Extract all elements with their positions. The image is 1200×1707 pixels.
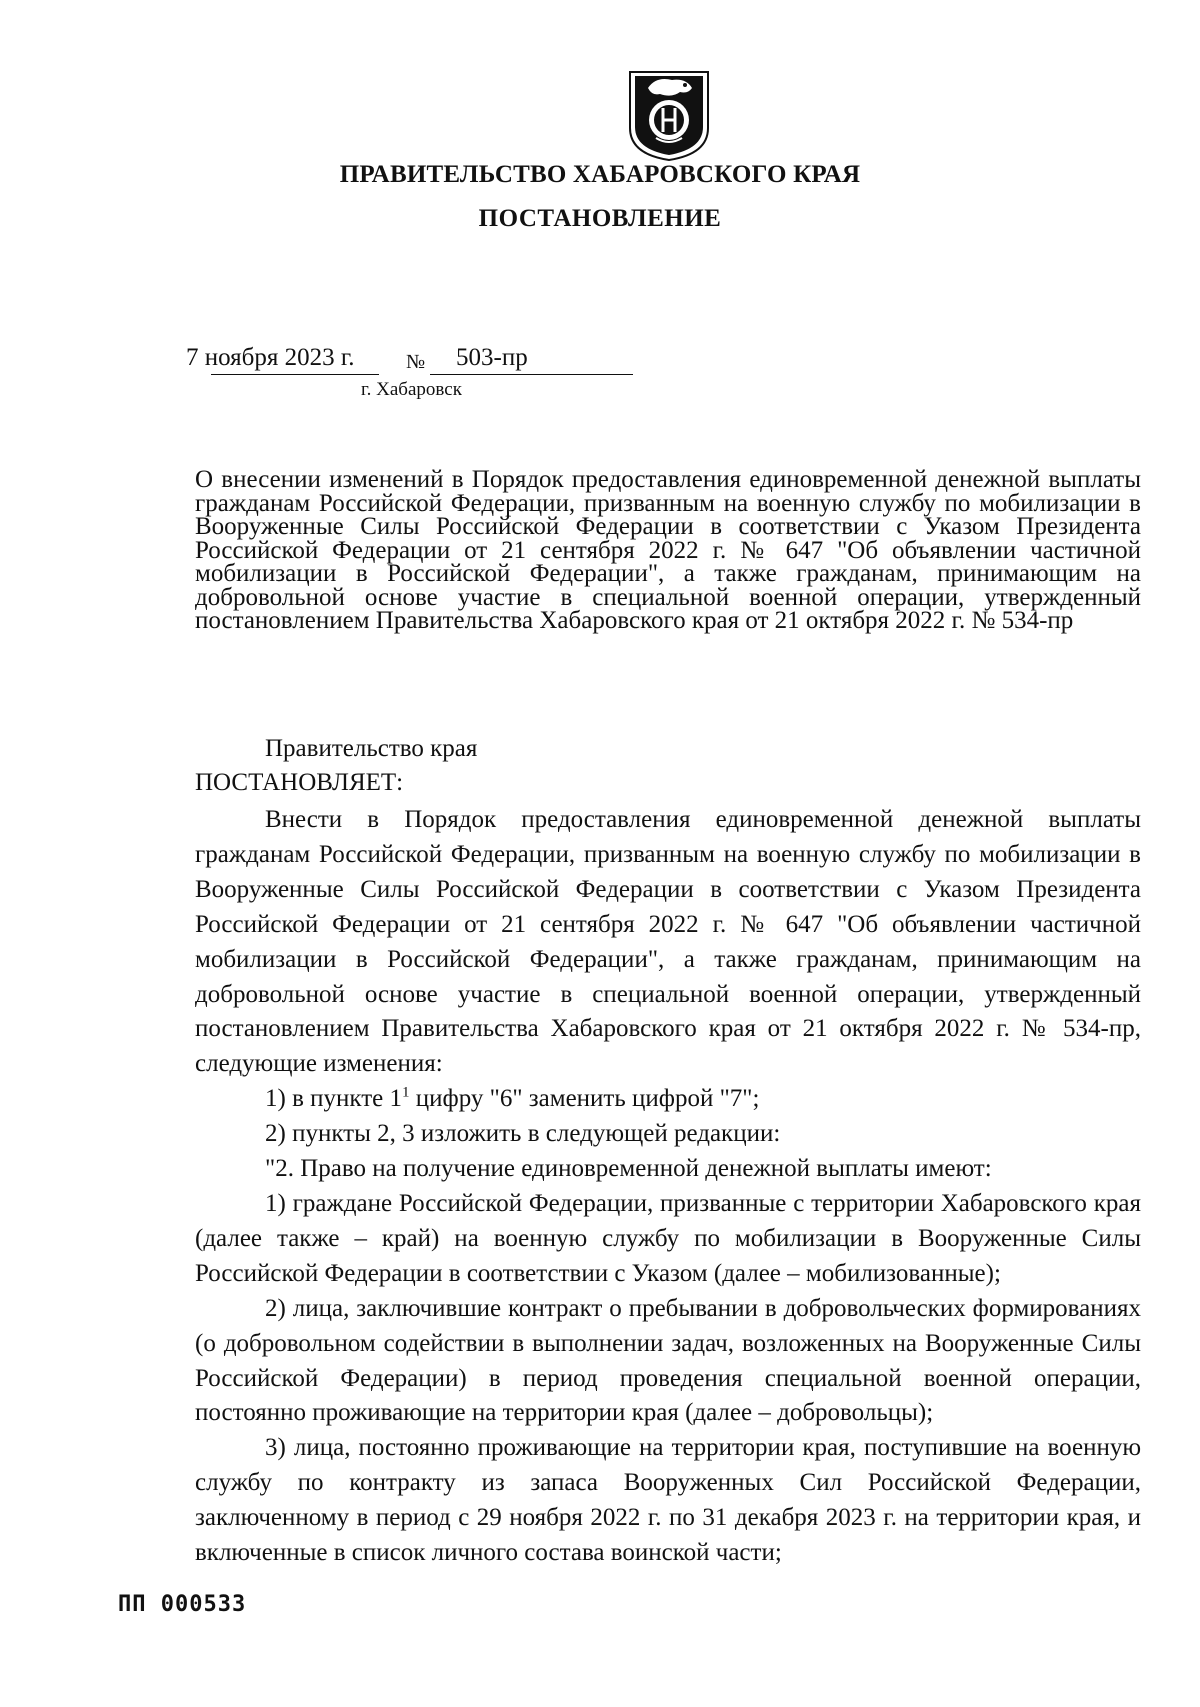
document-city: г. Хабаровск <box>361 379 462 400</box>
number-underline <box>430 374 633 375</box>
organization-title: ПРАВИТЕЛЬСТВО ХАБАРОВСКОГО КРАЯ <box>339 161 861 188</box>
issuer-text: Правительство края <box>265 735 478 762</box>
item-1-superscript: 1 <box>401 1084 410 1101</box>
sub-item-2: 2) лица, заключившие контракт о пребывании в добровольческих формированиях (о добровольном содействии в выполнении задач, возложенных на Вооруженные Силы Российской Федерации) в период проведения специальной военной операции, постоянно проживающие на территории края (далее – добровольцы); <box>195 1294 1141 1427</box>
item-1-prefix: 1) в пункте 1 <box>265 1085 402 1113</box>
document-date: 7 ноября 2023 г. <box>186 344 355 371</box>
sub-item-3: 3) лица, постоянно проживающие на территории края, поступившие на военную службу по контракту из запаса Вооруженных Сил Российской Федерации, заключенному в период с 29 ноября 2022 г. по 31 декабря 2023 г. на территории края, и включенные в список личного состава воинской части; <box>195 1434 1141 1567</box>
date-underline <box>211 374 379 375</box>
intro-paragraph: Внести в Порядок предоставления единовременной денежной выплаты гражданам Российской Федерации, призванным на военную службу по мобилизации в Вооруженные Силы Российской Федерации в соответствии с Указом Президента Российской Федерации от 21 сентября 2022 г. № 647 "Об объявлении частичной мобилизации в Российской Федерации", а также гражданам, принимающим на добровольной основе участие в специальной военной операции, утвержденный постановлением Правительства Хабаровского края от 21 октября 2022 г. № 534-пр, следующие изменения: <box>195 806 1141 1078</box>
item-1 <box>195 1082 1141 1117</box>
item-2: 2) пункты 2, 3 изложить в следующей редакции: <box>265 1120 781 1148</box>
document-body <box>195 803 1141 1571</box>
number-sign: № <box>406 351 426 373</box>
khabarovsk-coat-of-arms-icon <box>626 58 712 162</box>
decree-word: ПОСТАНОВЛЯЕТ: <box>195 769 404 796</box>
quoted-clause-heading: "2. Право на получение единовременной денежной выплаты имеют: <box>265 1155 992 1183</box>
document-type: ПОСТАНОВЛЕНИЕ <box>478 205 722 232</box>
item-1-suffix: цифру "6" заменить цифрой "7"; <box>409 1085 760 1113</box>
form-code: ПП 000533 <box>118 1592 247 1617</box>
document-number: 503-пр <box>456 344 528 371</box>
document-subject: О внесении изменений в Порядок предоставления единовременной денежной выплаты гражданам Российской Федерации, призванным на военную службу по мобилизации в Вооруженные Силы Российской Федерации в соответствии с Указом Президента Российской Федерации от 21 сентября 2022 г. № 647 "Об объявлении частичной мобилизации в Российской Федерации", а также гражданам, принимающим на добровольной основе участие в специальной военной операции, утвержденный постановлением Правительства Хабаровского края от 21 октября 2022 г. № 534-пр <box>195 466 1141 634</box>
sub-item-1: 1) граждане Российской Федерации, призванные с территории Хабаровского края (далее также – край) на военную службу по мобилизации в Вооруженные Силы Российской Федерации в соответствии с Указом (далее – мобилизованные); <box>195 1189 1141 1287</box>
issuer-line <box>195 735 1141 763</box>
